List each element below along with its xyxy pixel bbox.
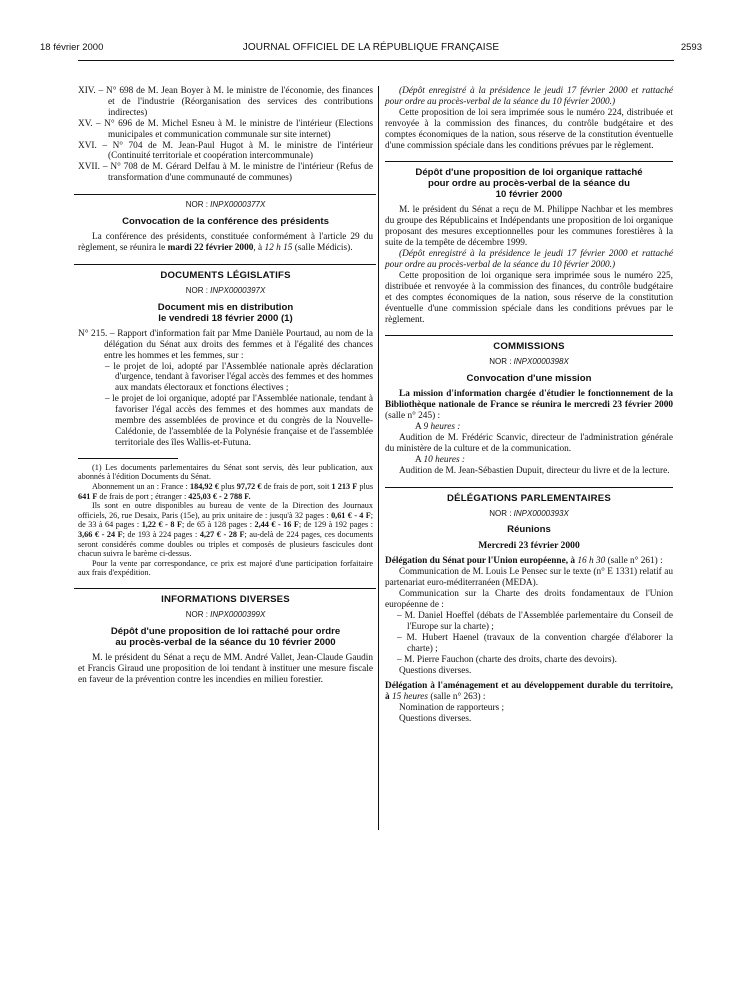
depot-text: M. le président du Sénat a reçu de MM. André Vallet, Jean-Claude Gaudin et Francis Giraud une proposition de loi tendant à instituer une mesure fiscale en faveur de la prévention contre les incendies en milieu forestier. bbox=[78, 652, 373, 685]
depot-note: (Dépôt enregistré à la présidence le jeudi 17 février 2000 et rattaché pour ordre au procès-verbal de la séance du 10 février 2000.) bbox=[385, 86, 673, 107]
report-entry: N° 215. – Rapport d'information fait par Mme Danièle Pourtaud, au nom de la délégation du Sénat aux droits des femmes et à l'égalité des chances entre les hommes et les femmes, sur : bbox=[78, 328, 373, 361]
time-label: A 9 heures : bbox=[415, 422, 461, 433]
depot-text: Cette proposition de loi organique sera imprimée sous le numéro 225, distribuée et renvoyée à la commission des finances, du contrôle budgétaire et des comptes économiques de la nation, sous réserve de la constitution éventuelle d'une commission spéciale dans les conditions prévues par le règlement. bbox=[385, 270, 673, 325]
question-item: XVI. – N° 704 de M. Jean-Paul Hugot à M. le ministre de l'intérieur (Continuité territoriale et coopération intercommunale) bbox=[78, 140, 373, 162]
question-item: XVII. – N° 708 de M. Gérard Delfau à M. le ministre de l'intérieur (Refus de transformation d'une communauté de communes) bbox=[78, 162, 373, 184]
header-date: 18 février 2000 bbox=[40, 42, 104, 53]
conference-heading: Convocation de la conférence des présidents bbox=[122, 216, 329, 228]
page-header bbox=[40, 42, 702, 58]
nor-reference: NOR : INPX0000397X bbox=[185, 285, 266, 295]
nor-reference: NOR : INPX0000377X bbox=[185, 200, 266, 210]
communication-text: Communication sur la Charte des droits fondamentaux de l'Union européenne de : bbox=[385, 589, 673, 611]
delegations-heading: DÉLÉGATIONS PARLEMENTAIRES bbox=[446, 492, 612, 504]
footnote-rule bbox=[78, 458, 178, 459]
depot-text: M. le président du Sénat a reçu de M. Philippe Nachbar et les membres du groupe des Républicains et Indépendants une proposition de loi organique proposant des mesures exceptionnelles pour les communes forestières à la suite de la tempête de décembre 1999. bbox=[385, 205, 673, 249]
mission-text: La mission d'information chargée d'étudier le fonctionnement de la Bibliothèque nationale de France se réunira le mercredi 23 février 2000 (salle n° 245) : bbox=[385, 389, 673, 422]
reunions-date: Mercredi 23 février 2000 bbox=[478, 540, 580, 552]
document-distribution-heading: Document mis en distribution le vendredi 18 février 2000 (1) bbox=[157, 301, 294, 324]
header-rule bbox=[78, 60, 674, 61]
nor-reference: NOR : INPX0000398X bbox=[489, 357, 569, 367]
depot-organique-heading: Dépôt d'une proposition de loi organique rattaché pour ordre au procès-verbal de la séance du 10 février 2000 bbox=[415, 167, 643, 201]
questions-text: Questions diverses. bbox=[399, 665, 472, 676]
delegation-entry: Délégation du Sénat pour l'Union européenne, à 16 h 30 (salle n° 261) : bbox=[385, 556, 663, 567]
questions-text: Questions diverses. bbox=[399, 714, 472, 725]
depot-note: (Dépôt enregistré à la présidence le jeudi 17 février 2000 et rattaché pour ordre au procès-verbal de la séance du 10 février 2000.) bbox=[385, 249, 673, 270]
report-bullet: – le projet de loi organique, adopté par l'Assemblée nationale, tendant à favoriser l'égal accès des femmes et des hommes aux mandats de membre des assemblées de province et du congrès de la Nouvelle-Calédonie, de l'assemblée de la Polynésie française et de l'assemblée territoriale des îles Wallis-et-Futuna. bbox=[105, 394, 373, 448]
communication-item: – M. Pierre Fauchon (charte des droits, charte des devoirs). bbox=[397, 654, 617, 665]
footnote: (1) Les documents parlementaires du Sénat sont servis, dès leur publication, aux abonnés à l'édition Documents du Sénat. Abonnement un an : France : 184,92 € plus 97,72 € de frais de port, soit 1 213 F plus 641 F de frais de port ; étranger : 425,03 € - 2 788 F. Ils sont en outre disponibles au bureau de vente de la Direction des Journaux officiels, 26, rue Desaix, Paris (15e), au prix unitaire de : jusqu'à 32 pages : 0,61 € - 4 F; de 33 à 64 pages : 1,22 € - 8 F; de 65 à 128 pages : 2,44 € - 16 F; de 129 à 192 pages : 3,66 € - 24 F; de 193 à 224 pages : 4,27 € - 28 F; au-delà de 224 pages, ces documents seront considérés comme doubles ou triples et composés de plusieurs fascicules dont chacun suivra le barème ci-dessus. Pour la vente par correspondance, ce prix est majoré d'une participation forfaitaire aux frais d'expédition. bbox=[78, 462, 374, 578]
commissions-heading: COMMISSIONS bbox=[493, 341, 565, 353]
time-label: A 10 heures : bbox=[415, 454, 466, 465]
communication-item: – M. Daniel Hoeffel (débats de l'Assemblée parlementaire du Conseil de l'Europe sur la charte) ; bbox=[397, 611, 673, 632]
mission-heading: Convocation d'une mission bbox=[466, 373, 592, 385]
delegation-entry: Délégation à l'aménagement et au développement durable du territoire, à 15 heures (salle n° 263) : bbox=[385, 681, 673, 703]
reunions-heading: Réunions bbox=[507, 524, 551, 536]
audition-text: Audition de M. Frédéric Scanvic, directeur de l'administration générale du ministère de la culture et de la communication. bbox=[385, 432, 673, 454]
header-page-number: 2593 bbox=[680, 42, 702, 53]
nor-reference: NOR : INPX0000399X bbox=[185, 609, 266, 619]
audition-text: Audition de M. Jean-Sébastien Dupuit, directeur du livre et de la lecture. bbox=[399, 465, 670, 476]
communication-text: Communication de M. Louis Le Pensec sur le texte (n° E 1331) relatif au partenariat euro-méditerranéen (MEDA). bbox=[385, 567, 673, 589]
question-item: XV. – N° 696 de M. Michel Esneu à M. le ministre de l'intérieur (Elections municipales et communication communale sur site internet) bbox=[78, 118, 373, 140]
left-column bbox=[78, 86, 373, 686]
depot-text: Cette proposition de loi sera imprimée sous le numéro 224, distribuée et renvoyée à la commission des finances, du contrôle budgétaire et des comptes économiques de la nation, sous réserve de la constitution éventuelle d'une commission spéciale dans les conditions prévues par le règlement. bbox=[385, 107, 673, 151]
depot-heading: Dépôt d'une proposition de loi rattaché pour ordre au procès-verbal de la séance du 10 février 2000 bbox=[110, 625, 341, 648]
conference-text: La conférence des présidents, constituée conformément à l'article 29 du règlement, se réunira le mardi 22 février 2000, à 12 h 15 (salle Médicis). bbox=[78, 232, 373, 253]
nomination-text: Nomination de rapporteurs ; bbox=[399, 703, 505, 714]
nor-reference: NOR : INPX0000393X bbox=[489, 508, 569, 518]
question-item: XIV. – N° 698 de M. Jean Boyer à M. le ministre de l'économie, des finances et de l'industrie (Réorganisation des services des contributions indirectes) bbox=[78, 86, 373, 118]
column-divider bbox=[378, 86, 379, 830]
communication-item: – M. Hubert Haenel (travaux de la convention chargée d'élaborer la charte) ; bbox=[397, 632, 673, 654]
report-bullet: – le projet de loi, adopté par l'Assemblée nationale après déclaration d'urgence, tendant à favoriser l'égal accès des femmes et des hommes aux mandats électoraux et fonctions électives ; bbox=[105, 361, 373, 394]
right-column bbox=[385, 86, 673, 725]
info-heading: INFORMATIONS DIVERSES bbox=[161, 593, 290, 605]
documents-heading: DOCUMENTS LÉGISLATIFS bbox=[160, 269, 291, 281]
header-title: JOURNAL OFFICIEL DE LA RÉPUBLIQUE FRANÇAISE bbox=[242, 42, 500, 53]
